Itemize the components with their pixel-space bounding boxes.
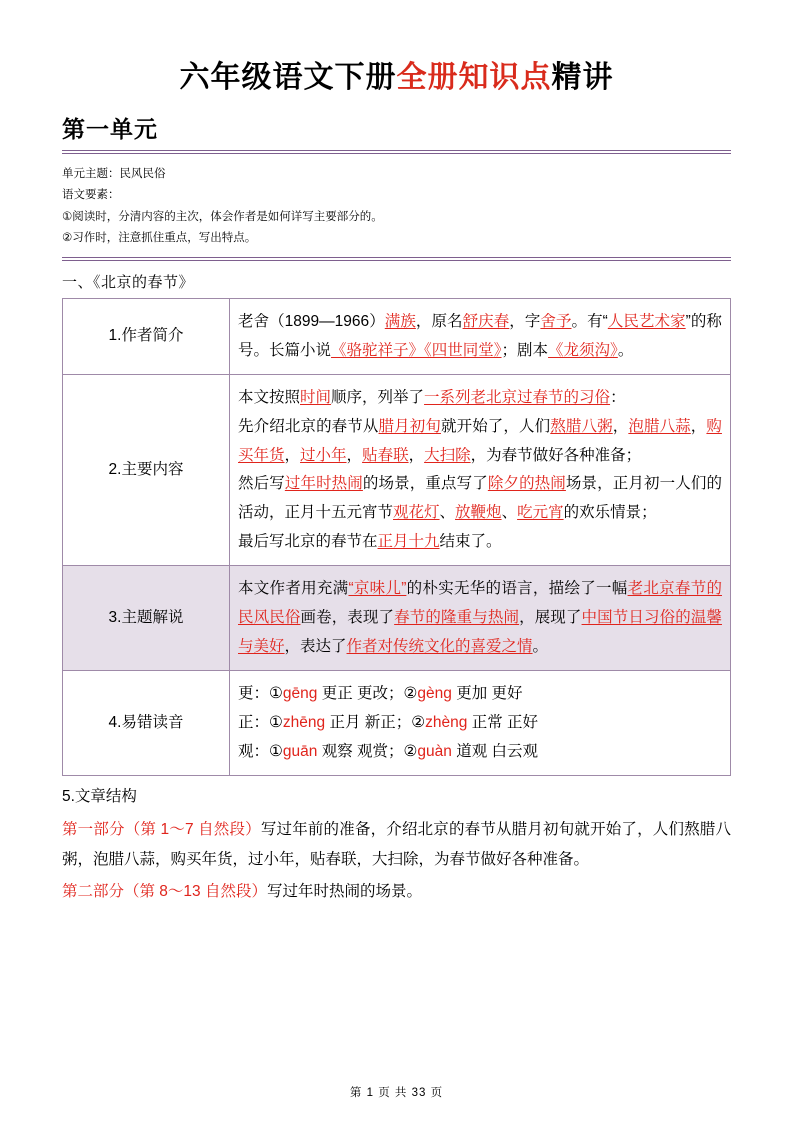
structure-part-1-label: 第一部分（第 1～7 自然段） — [62, 820, 261, 838]
table-row — [63, 299, 731, 375]
section-title: 一、《北京的春节》 — [62, 274, 195, 292]
structure-part-1 — [62, 815, 731, 875]
table-row — [63, 671, 731, 776]
unit-theme-line: 单元主题：民风民俗 — [62, 168, 166, 180]
table-row — [63, 375, 731, 566]
row-label-main-content: 2.主要内容 — [63, 375, 230, 566]
row-content-theme: 本文作者用充满“京味儿”的朴实无华的语言，描绘了一幅老北京春节的民风民俗画卷，表现了春节的隆重与热闹，展现了中国节日习俗的温馨与美好，表达了作者对传统文化的喜爱之情。 — [230, 566, 731, 671]
language-element-1: ①阅读时，分清内容的主次，体会作者是如何详写主要部分的。 — [62, 210, 383, 223]
divider-mid — [62, 257, 731, 261]
row-content-main-content: 本文按照时间顺序，列举了一系列老北京过春节的习俗： 先介绍北京的春节从腊月初旬就开始了，人们熬腊八粥，泡腊八蒜，购买年货，过小年，贴春联，大扫除，为春节做好各种准备； 然后写过年时热闹的场景，重点写了除夕的热闹场景，正月初一人们的活动，正月十五元宵节观花灯、放鞭炮、吃元宵的欢乐情景； 最后写北京的春节在正月十九结束了。 — [230, 375, 731, 566]
row-content-pronunciation: 更：①gēng 更正 更改；②gèng 更加 更好 正：①zhēng 正月 新正；②zhèng 正常 正好 观：①guān 观察 观赏；②guàn 道观 白云观 — [230, 671, 731, 776]
language-element-2: ②习作时，注意抓住重点，写出特点。 — [62, 231, 257, 244]
knowledge-table — [62, 298, 731, 776]
page-title — [62, 58, 731, 97]
row-label-theme: 3.主题解说 — [63, 566, 230, 671]
page-footer: 第 1 页 共 33 页 — [349, 1087, 444, 1099]
unit-meta — [62, 164, 731, 249]
row-content-author: 老舍（1899—1966）满族，原名舒庆春，字舍予。有“人民艺术家”的称号。长篇小说《骆驼祥子》《四世同堂》；剧本《龙须沟》。 — [230, 299, 731, 375]
divider-top — [62, 150, 731, 154]
page-title-highlight: 全册知识点 — [396, 61, 552, 94]
row-label-author: 1.作者简介 — [63, 299, 230, 375]
row-label-pronunciation: 4.易错读音 — [63, 671, 230, 776]
structure-part-2 — [62, 877, 731, 907]
page-title-part2: 精讲 — [551, 61, 614, 94]
structure-title: 5.文章结构 — [62, 788, 137, 806]
unit-heading: 第一单元 — [62, 116, 158, 142]
structure-part-2-label: 第二部分（第 8～13 自然段） — [62, 883, 267, 901]
article-structure — [62, 782, 731, 907]
structure-part-2-text: 写过年时热闹的场景。 — [266, 883, 422, 901]
language-elements-label: 语文要素： — [62, 189, 120, 202]
structure-part-1-text: 写过年前的准备，介绍北京的春节从腊月初旬就开始了，人们熬腊八粥，泡腊八蒜，购买年货，过小年，贴春联，大扫除，为春节做好各种准备。 — [62, 820, 731, 868]
page-title-part1: 六年级语文下册 — [179, 61, 397, 94]
table-row — [63, 566, 731, 671]
